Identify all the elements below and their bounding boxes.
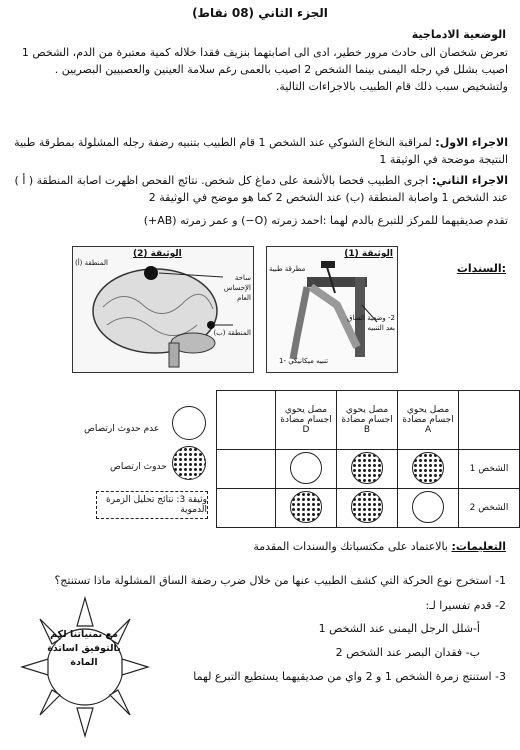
result-cell-p2-a — [398, 489, 459, 528]
row-label-person-1: الشخص 1 — [459, 450, 520, 489]
row-label-spacer — [459, 391, 520, 450]
donors-line: تقدم صديقيهما للمركز للتبرع بالدم لهما :احمد زمرته (O−) و عمر زمرته (AB+) — [143, 214, 508, 227]
result-cell-p1-a — [398, 450, 459, 489]
intro-paragraph: تعرض شخصان الى حادث مرور خطير، ادى الى اصابتهما بنزيف فقدا خلاله كمية معتبرة من الدم، الشخص 1 اصيب بشلل في رجله اليمنى بينما الشخص 2 اصيب بالعمى رغم سلامة العينين والعصبيين البصريين . ولتشخيص سبب ذلك قام الطبيب بالاجراءات التالية. — [21, 46, 508, 93]
document-1-figure — [266, 246, 398, 373]
instructions-text: بالاعتماد على مكتسباتك والسندات المقدمة — [253, 540, 448, 553]
document-2-title: الوثيقة (2) — [133, 249, 182, 259]
agglutination-circle — [290, 491, 322, 523]
corner-cell — [217, 391, 276, 450]
question-2a: أ-شلل الرجل اليمنى عند الشخص 1 — [318, 622, 480, 635]
stimulus-label: 1- تنبيه ميكانيكي — [279, 357, 329, 365]
agglutination-circle — [351, 491, 383, 523]
column-header-d: مصل يحوي اجسام مضادة D — [275, 391, 336, 450]
corner-cell — [217, 450, 276, 489]
exam-part-title: الجزء الثاني (08 نقاط) — [192, 6, 328, 20]
blood-group-table — [216, 390, 520, 528]
documents-label: السندات: — [456, 262, 506, 275]
step-2-label: الاجراء الثاني: — [431, 174, 508, 187]
instructions-line — [253, 538, 506, 555]
column-header-a: مصل يحوي اجسام مضادة A — [398, 391, 459, 450]
agglutination-circle — [412, 452, 444, 484]
step-2-text: اجرى الطبيب فحصا بالأشعة على دماغ كل شخص. نتائج الفحص اظهرت اصابة المنطقة ( أ ) عند الشخص 1 واصابة المنطقة (ب) عند الشخص 2 كما هو موضح في الوثيقة 2 — [14, 174, 508, 204]
instructions-label: التعليمات: — [451, 540, 506, 553]
result-cell-p1-b — [336, 450, 397, 489]
step-1-text: لمراقبة النخاع الشوكي عند الشخص 1 قام الطبيب بتنبيه رضفة رجله المشلولة بمطرقة طبية النتيجة موضحة في الوثيقة 1 — [14, 136, 508, 166]
column-header-b: مصل يحوي اجسام مضادة B — [336, 391, 397, 450]
leg-position-label: 2- وضعية الساق بعد التنبيه — [347, 314, 395, 332]
legend-no-agglutination-label: عدم حدوث ارتصاص — [84, 424, 160, 434]
result-cell-p1-d — [275, 450, 336, 489]
result-cell-p2-b — [336, 489, 397, 528]
region-a-label: المنطقة (أ) — [75, 259, 108, 267]
legend-no-agglutination-circle — [172, 406, 206, 440]
step-2-paragraph — [14, 172, 508, 206]
legend-agglutination-circle — [172, 446, 206, 480]
document-3-caption: وثيقة 3: نتائج تحليل الزمرة الدموية — [96, 491, 208, 519]
no-agglutination-circle — [412, 491, 444, 523]
corner-cell — [217, 489, 276, 528]
document-1-title: الوثيقة (1) — [344, 249, 393, 259]
result-cell-p2-d — [275, 489, 336, 528]
step-1-paragraph — [14, 134, 508, 168]
document-2-figure — [72, 246, 254, 373]
question-1: 1- استخرج نوع الحركة التي كشف الطبيب عنها من خلال ضرب رضفة الساق المشلولة ماذا تستنتج؟ — [54, 574, 506, 587]
agglutination-circle — [351, 452, 383, 484]
sensory-area-label: ساحة الإحساس العام — [223, 274, 251, 302]
region-b-label: المنطقة (ب) — [213, 329, 251, 337]
question-3: 3- استنتج زمرة الشخص 1 و 2 واي من صديقيهما يستطيع التبرع لهما — [193, 670, 506, 683]
no-agglutination-circle — [290, 452, 322, 484]
wishes-text: مع تمنياتنا لكم بالتوفيق اساتذة المادة — [47, 629, 121, 668]
question-2b: ب- فقدان البصر عند الشخص 2 — [335, 646, 480, 659]
hammer-label: مطرقة طبية — [269, 265, 306, 273]
question-2: 2- قدم تفسيرا لـ: — [425, 599, 506, 612]
legend-agglutination-label: حدوث ارتصاص — [110, 462, 167, 472]
row-label-person-2: الشخص 2 — [459, 489, 520, 528]
step-1-label: الاجراء الاول: — [435, 136, 508, 149]
situation-title: الوضعية الادماجية — [411, 28, 506, 41]
